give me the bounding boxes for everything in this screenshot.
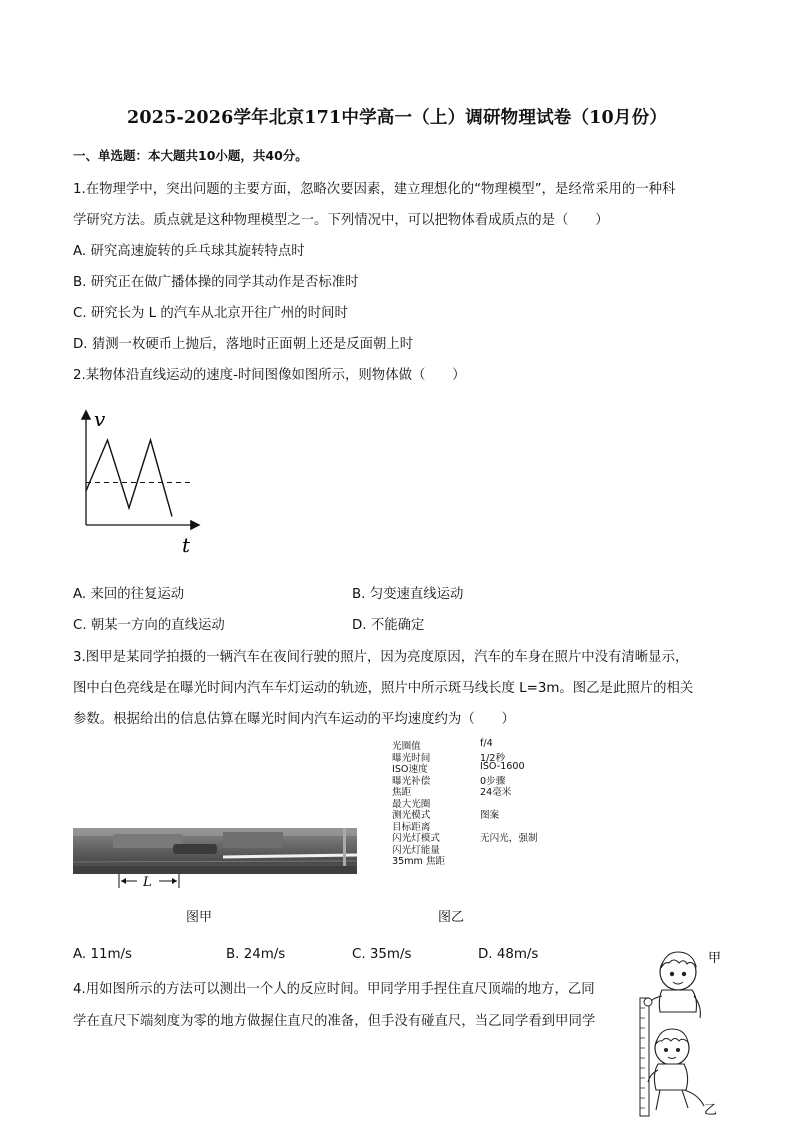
q3-option-b[interactable]: B. 24m/s <box>226 947 286 962</box>
length-label-L: L <box>143 875 152 890</box>
photo-info-value: 1/2秒 <box>480 752 506 764</box>
photo-info-key: 35mm 焦距 <box>392 856 446 867</box>
q1-stem-line1: 1.在物理学中，突出问题的主要方面，忽略次要因素，建立理想化的“物理模型”，是经常采用的一种科 <box>73 182 676 197</box>
v-axis-label: v <box>94 407 106 431</box>
photo-info-value: 无闪光，强制 <box>480 833 538 844</box>
q2-option-b[interactable]: B. 匀变速直线运动 <box>352 587 464 602</box>
q2-option-a[interactable]: A. 来回的往复运动 <box>73 587 185 602</box>
q4-stem-line1: 4.用如图所示的方法可以测出一个人的反应时间。甲同学用手捏住直尺顶端的地方，乙同 <box>73 982 595 997</box>
q1-option-c[interactable]: C. 研究长为 L 的汽车从北京开往广州的时间时 <box>73 306 348 321</box>
photo-info-key: 目标距离 <box>392 821 431 833</box>
page-title: 2025-2026学年北京171中学高一（上）调研物理试卷（10月份） <box>126 108 668 128</box>
q3-stem-line1: 3.图甲是某同学拍摄的一辆汽车在夜间行驶的照片，因为亮度原因，汽车的车身在照片中没有清晰显示， <box>73 650 689 665</box>
photo-info-key: 最大光圈 <box>392 798 431 810</box>
photo-info-key: 测光模式 <box>392 810 431 821</box>
caption-jia: 图甲 <box>186 910 213 925</box>
label-jia: 甲 <box>708 951 722 966</box>
photo-info-value: 0步骤 <box>480 775 506 787</box>
q1-option-d[interactable]: D. 猜测一枚硬币上抛后，落地时正面朝上还是反面朝上时 <box>73 337 414 352</box>
q3-option-c[interactable]: C. 35m/s <box>352 947 412 962</box>
label-yi: 乙 <box>704 1103 718 1118</box>
q1-option-a[interactable]: A. 研究高速旋转的乒乓球其旋转特点时 <box>73 244 305 259</box>
t-axis-label: t <box>182 533 191 557</box>
reaction-time-illustration <box>628 948 728 1120</box>
light-trail <box>223 855 357 857</box>
q2-option-c[interactable]: C. 朝某一方向的直线运动 <box>73 618 225 633</box>
q3-option-d[interactable]: D. 48m/s <box>478 947 539 962</box>
photo-info-value: 24毫米 <box>480 787 512 798</box>
q1-stem-line2: 学研究方法。质点就是这种物理模型之一。下列情况中，可以把物体看成质点的是（ ） <box>73 213 609 228</box>
caption-yi: 图乙 <box>438 910 465 925</box>
photo-info-key: 焦距 <box>392 787 412 798</box>
q4-stem-line2: 学在直尺下端刻度为零的地方做握住直尺的准备，但手没有碰直尺，当乙同学看到甲同学 <box>73 1014 596 1029</box>
q3-stem-line2: 图中白色亮线是在曝光时间内汽车车灯运动的轨迹，照片中所示斑马线长度 L=3m。图乙是此照片的相关 <box>73 681 694 696</box>
q2-stem: 2.某物体沿直线运动的速度-时间图像如图所示，则物体做（ ） <box>73 368 466 383</box>
car-night-photo <box>73 828 359 892</box>
vt-graph <box>70 400 210 560</box>
section-heading: 一、单选题：本大题共10小题，共40分。 <box>73 148 308 163</box>
velocity-series-line <box>86 440 172 517</box>
photo-info-key: 闪光灯模式 <box>392 833 440 844</box>
photo-info-key: 曝光时间 <box>392 752 431 764</box>
q2-option-d[interactable]: D. 不能确定 <box>352 618 425 633</box>
photo-info-value: ISO-1600 <box>480 761 525 772</box>
photo-info-key: 光圈值 <box>392 741 421 752</box>
photo-info-key: 闪光灯能量 <box>392 844 440 856</box>
q3-option-a[interactable]: A. 11m/s <box>73 947 133 962</box>
photo-info-key: 曝光补偿 <box>392 775 431 787</box>
photo-info-value: 图案 <box>480 810 500 821</box>
photo-info-value: f/4 <box>480 738 493 749</box>
q3-stem-line3: 参数。根据给出的信息估算在曝光时间内汽车运动的平均速度约为（ ） <box>73 712 515 727</box>
q1-option-b[interactable]: B. 研究正在做广播体操的同学其动作是否标准时 <box>73 275 359 290</box>
photo-info-key: ISO速度 <box>392 764 428 775</box>
